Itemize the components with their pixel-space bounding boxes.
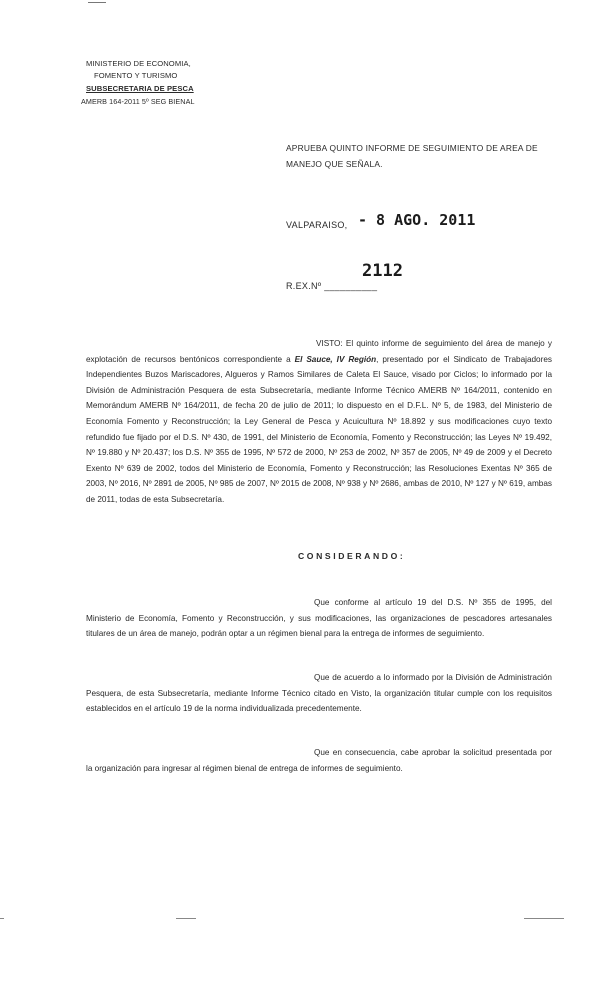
footer-scan-mark-mid <box>176 918 196 919</box>
considerando-paragraph-3: Que en consecuencia, cabe aprobar la solicitud presentada por la organización para ingresar al régimen bienal de entrega de informes de seguimiento. <box>86 748 552 773</box>
file-reference-code: AMERB 164-2011 5º SEG BIENAL <box>81 97 195 106</box>
subsecretaria-name: SUBSECRETARIA DE PESCA <box>86 84 194 93</box>
considerando-paragraph-2: Que de acuerdo a lo informado por la División de Administración Pesquera, de esta Subsecretaría, mediante Informe Técnico citado en Visto, la organización titular cumple con los requisitos establecidos en el artículo 19 de la norma individualizada precedentemente. <box>86 673 552 714</box>
resolution-label: R.EX.Nº __________ <box>286 281 378 291</box>
ministry-name: MINISTERIO DE ECONOMIA, <box>86 59 191 68</box>
considerando-title: CONSIDERANDO: <box>298 551 406 561</box>
considerando-paragraph-1: Que conforme al artículo 19 del D.S. Nº 355 de 1995, del Ministerio de Economía, Fomento y Reconstrucción, y sus modificaciones, las organizaciones de pescadores artesanales titulares de un área de manejo, podrán optar a un régimen bienal para la entrega de informes de seguimiento. <box>86 598 552 639</box>
visto-sector: El Sauce, IV Región <box>294 354 377 364</box>
visto-text-a: y explotación de recursos bentónicos correspondiente a <box>86 339 552 364</box>
resolution-number-stamp: 2112 <box>362 261 403 281</box>
top-scan-mark <box>88 2 106 3</box>
document-reference: APRUEBA QUINTO INFORME DE SEGUIMIENTO DE AREA DE MANEJO QUE SEÑALA. <box>286 143 538 169</box>
date-stamp: - 8 AGO. 2011 <box>358 211 476 229</box>
visto-text-b: , presentado por el Sindicato de Trabajadores Independientes Buzos Mariscadores, Algueros y Ramos Similares de Caleta El Sauce, visado por Ciclos; lo informado por la División de Administración Pesquera de esta Subsecretaría, mediante Informe Técnico AMERB Nº 164/2011, contenido en Memorándum AMERB Nº 164/2011, de fecha 20 de julio de 2011; lo dispuesto en el D.F.L. Nº 5, de 1983, del Ministerio de Economía Fomento y Reconstrucción; la Ley General de Pesca y Acuicultura Nº 18.892 y sus modificaciones cuyo texto refundido fue fijado por el D.S. Nº 430, de 1991, del Ministerio de Economía, Fomento y Reconstrucción; las Leyes Nº 19.492, Nº 19.880 y Nº 20.437; los D.S. Nº 355 de 1995, Nº 572 de 2000, Nº 253 de 2002, Nº 357 de 2005, Nº 49 de 2009 y el Decreto Exento Nº 639 de 2002, todos del Ministerio de Economía, Fomento y Reconstrucción; las Resoluciones Exentas Nº 365 de 2003, Nº 2016, Nº 2891 de 2005, Nº 985 de 2007, Nº 2015 de 2008, Nº 938 y Nº 2686, ambas de 2010, Nº 127 y Nº 619, ambas de 2011, todas de esta Subsecretaría. <box>86 354 552 504</box>
footer-scan-mark-right <box>524 918 564 919</box>
ministry-subname: FOMENTO Y TURISMO <box>94 71 178 80</box>
footer-scan-mark-left <box>0 918 4 919</box>
visto-paragraph <box>86 336 552 508</box>
dateline-place: VALPARAISO, <box>286 220 348 230</box>
visto-lead: VISTO: El quinto informe de seguimiento del área de manejo <box>316 339 545 348</box>
